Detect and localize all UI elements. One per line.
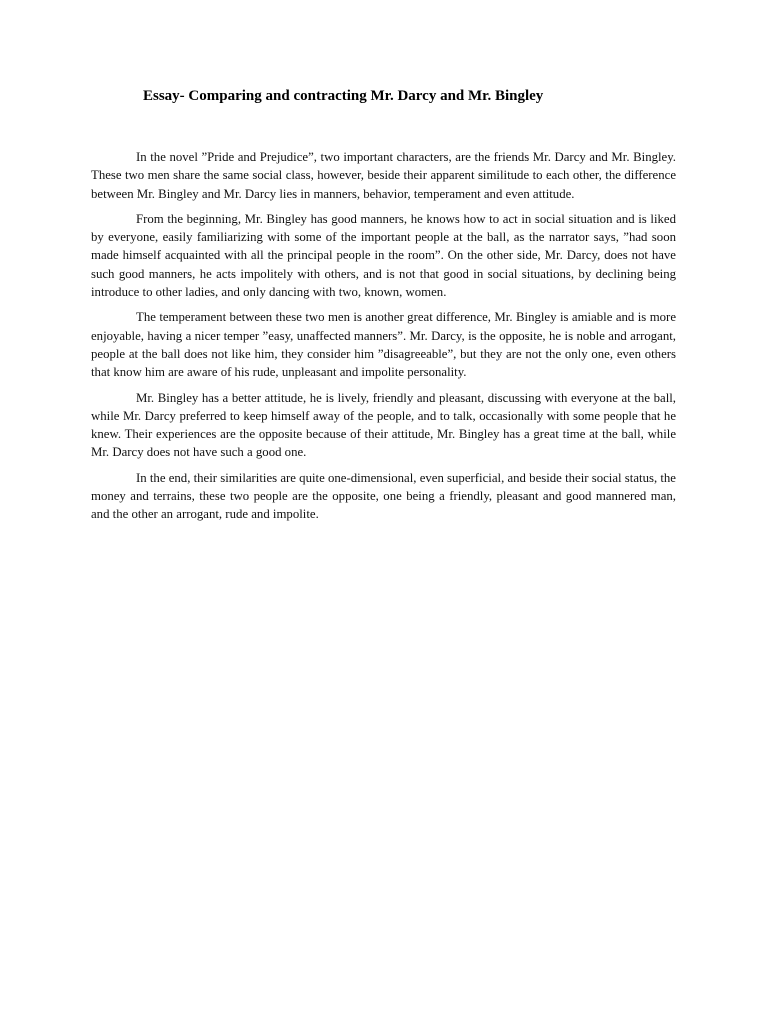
essay-body [91, 148, 676, 531]
paragraph-5: In the end, their similarities are quite one-dimensional, even superficial, and beside their social status, the money and terrains, these two people are the opposite, one being a friendly, pleasant and good mannered man, and the other an arrogant, rude and impolite. [91, 470, 676, 522]
paragraph-1: In the novel ”Pride and Prejudice”, two important characters, are the friends Mr. Darcy and Mr. Bingley. These two men share the same social class, however, beside their apparent similitude to each other, the difference between Mr. Bingley and Mr. Darcy lies in manners, behavior, temperament and even attitude. [91, 150, 676, 201]
paragraph-2: From the beginning, Mr. Bingley has good manners, he knows how to act in social situation and is liked by everyone, easily familiarizing with some of the important people at the ball, as the narrator says, ”had soon made himself acquainted with all the principal people in the room”. On the other side, Mr. Darcy, does not have such good manners, he acts impolitely with others, and is not that good in social situations, by declining being introduce to other ladies, and only dancing with two, known, women. [91, 211, 676, 300]
essay-title: Essay- Comparing and contracting Mr. Darcy and Mr. Bingley [143, 88, 544, 104]
paragraph-4: Mr. Bingley has a better attitude, he is lively, friendly and pleasant, discussing with everyone at the ball, while Mr. Darcy preferred to keep himself away of the people, and to talk, occasionally with some people that he knew. Their experiences are the opposite because of their attitude, Mr. Bingley has a great time at the ball, while Mr. Darcy does not have such a good one. [91, 390, 676, 460]
paragraph-3: The temperament between these two men is another great difference, Mr. Bingley is amiable and is more enjoyable, having a nicer temper ”easy, unaffected manners”. Mr. Darcy, is the opposite, he is noble and arrogant, people at the ball does not like him, they consider him ”disagreeable”, but they are not the only one, even others that know him are aware of his rude, unpleasant and impolite personality. [91, 310, 676, 380]
